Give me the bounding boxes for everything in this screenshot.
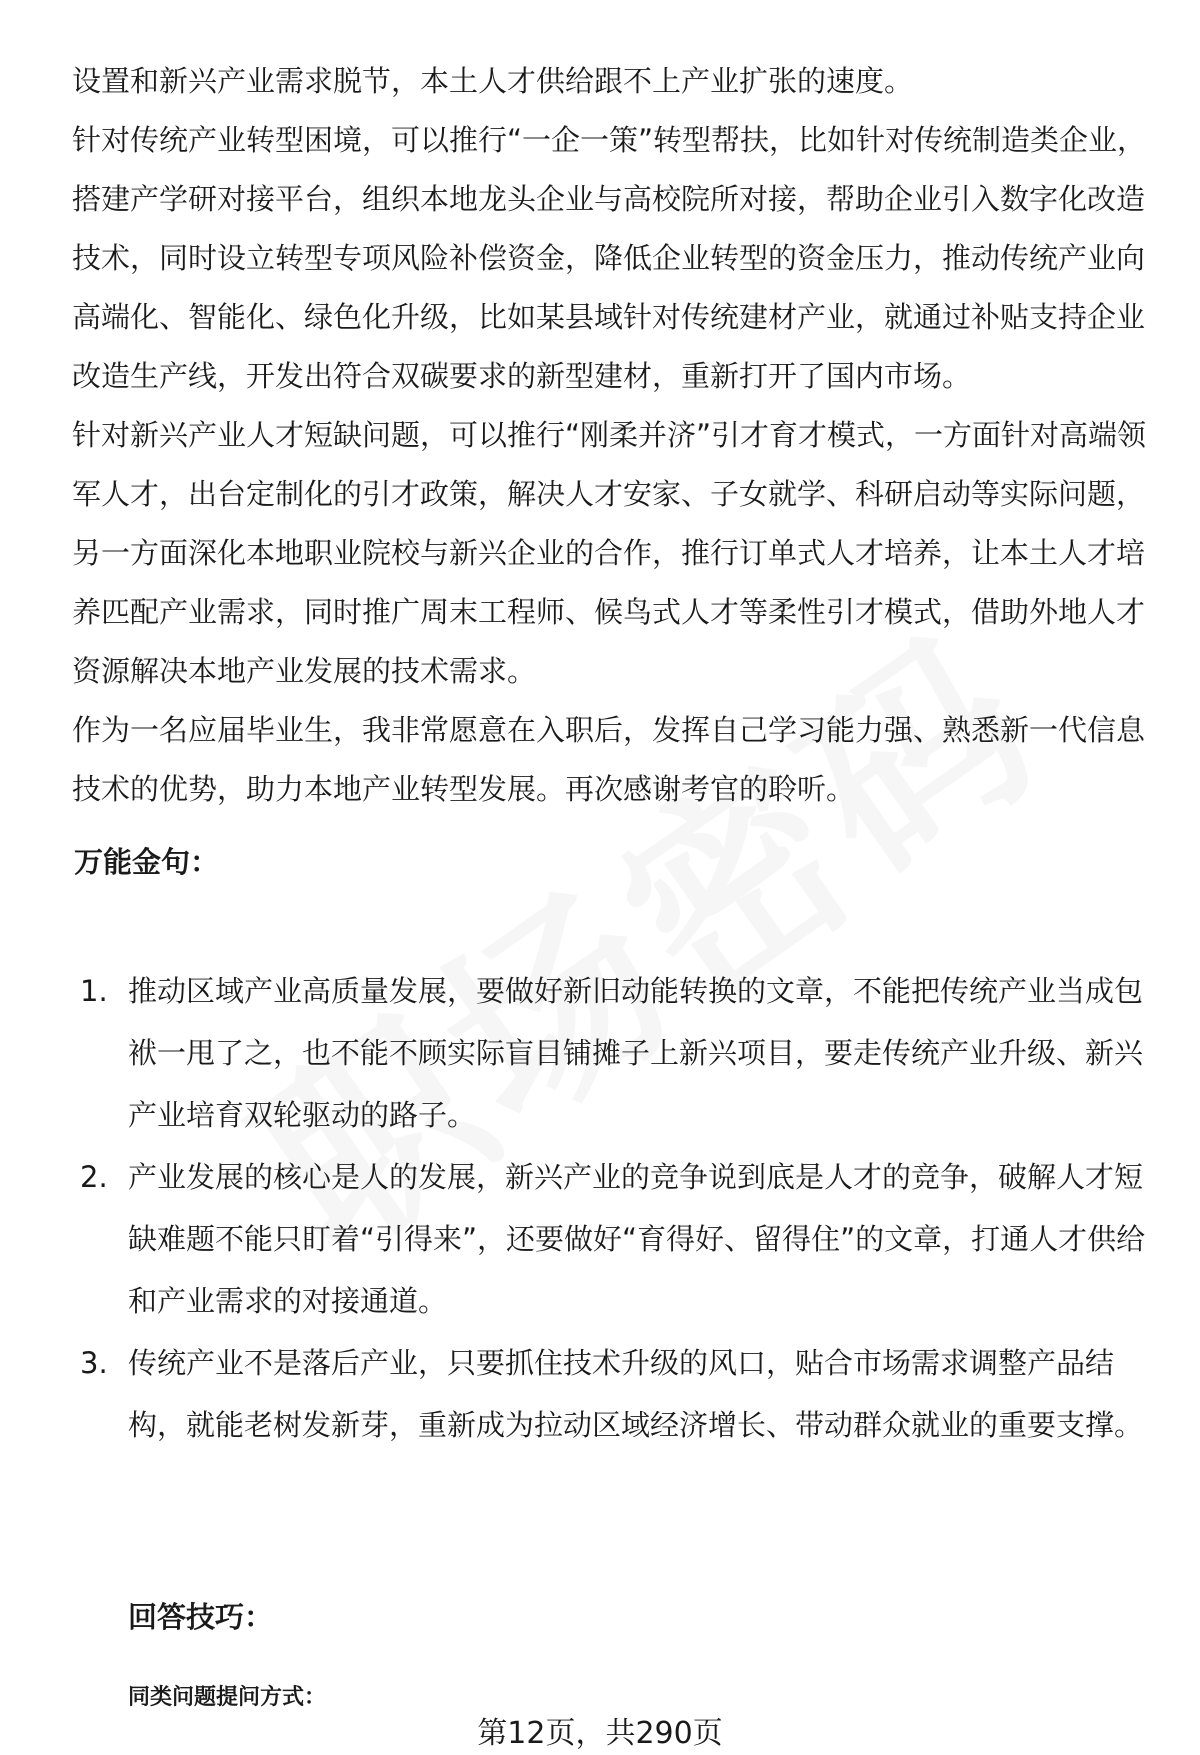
page-footer: 第12页，共290页: [477, 1716, 723, 1751]
list-item: [80, 1146, 1160, 1332]
section-heading-wanneng: 万能金句：: [74, 845, 220, 879]
list-item: [80, 960, 1160, 1146]
list-number: 2.: [80, 1160, 108, 1194]
paragraph: 针对传统产业转型困境，可以推行“一企一策”转型帮扶，比如针对传统制造类企业，搭建产学研对接平台，组织本地龙头企业与高校院所对接，帮助企业引入数字化改造技术，同时设立转型专项风险补偿资金，降低企业转型的资金压力，推动传统产业向高端化、智能化、绿色化升级，比如某县域针对传统建材产业，就通过补贴支持企业改造生产线，开发出符合双碳要求的新型建材，重新打开了国内市场。: [72, 123, 1147, 393]
list-number: 1.: [80, 974, 108, 1008]
paragraph: 设置和新兴产业需求脱节，本土人才供给跟不上产业扩张的速度。: [72, 64, 914, 98]
answer-body: [72, 52, 1152, 819]
list-text: 传统产业不是落后产业，只要抓住技术升级的风口，贴合市场需求调整产品结构，就能老树发新芽，重新成为拉动区域经济增长、带动群众就业的重要支撑。: [128, 1346, 1144, 1442]
section-heading-tonglei: 同类问题提问方式：: [128, 1685, 327, 1710]
list-text: 推动区域产业高质量发展，要做好新旧动能转换的文章，不能把传统产业当成包袱一甩了之，也不能不顾实际盲目铺摊子上新兴项目，要走传统产业升级、新兴产业培育双轮驱动的路子。: [128, 974, 1144, 1132]
paragraph: 作为一名应届毕业生，我非常愿意在入职后，发挥自己学习能力强、熟悉新一代信息技术的优势，助力本地产业转型发展。再次感谢考官的聆听。: [72, 713, 1146, 806]
paragraph: 针对新兴产业人才短缺问题，可以推行“刚柔并济”引才育才模式，一方面针对高端领军人才，出台定制化的引才政策，解决人才安家、子女就学、科研启动等实际问题，另一方面深化本地职业院校与新兴企业的合作，推行订单式人才培养，让本土人才培养匹配产业需求，同时推广周末工程师、候鸟式人才等柔性引才模式，借助外地人才资源解决本地产业发展的技术需求。: [72, 418, 1147, 688]
golden-sentences-list: [80, 960, 1160, 1456]
list-text: 产业发展的核心是人的发展，新兴产业的竞争说到底是人才的竞争，破解人才短缺难题不能只盯着“引得来”，还要做好“育得好、留得住”的文章，打通人才供给和产业需求的对接通道。: [128, 1160, 1146, 1318]
list-number: 3.: [80, 1346, 108, 1380]
list-item: [80, 1332, 1160, 1456]
section-heading-huida: 回答技巧：: [128, 1600, 274, 1634]
